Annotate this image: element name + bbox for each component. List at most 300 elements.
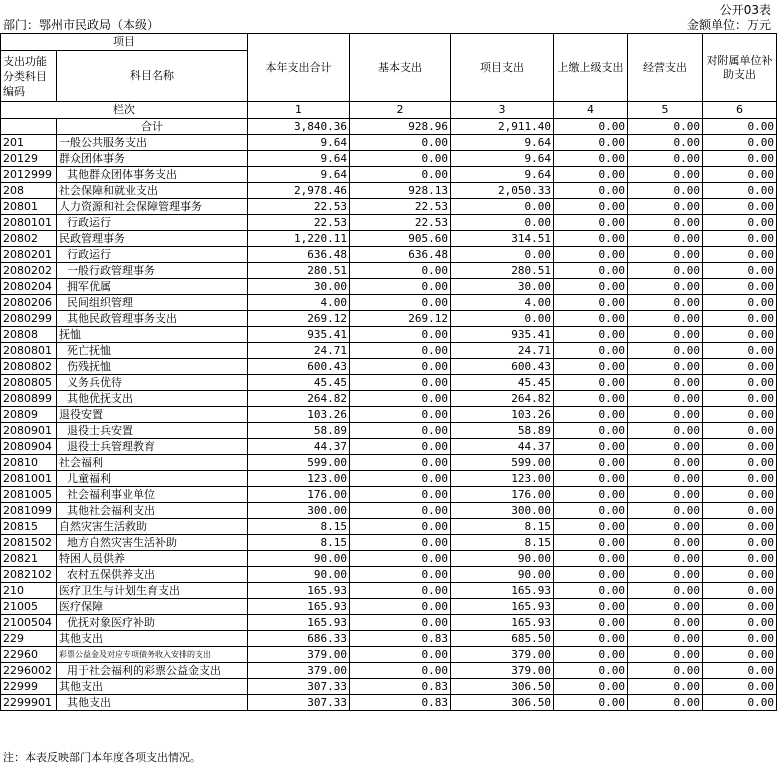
row-business: 0.00 <box>628 663 703 679</box>
table-row <box>1 183 777 199</box>
table-row <box>1 311 777 327</box>
row-code: 2080901 <box>1 423 57 439</box>
row-project: 2,050.33 <box>451 183 554 199</box>
row-upper: 0.00 <box>554 439 628 455</box>
row-project: 30.00 <box>451 279 554 295</box>
row-upper: 0.00 <box>554 135 628 151</box>
row-basic: 0.83 <box>350 679 451 695</box>
row-business: 0.00 <box>628 695 703 711</box>
row-code: 2080206 <box>1 295 57 311</box>
row-business: 0.00 <box>628 135 703 151</box>
row-upper: 0.00 <box>554 119 628 135</box>
row-subsidy: 0.00 <box>703 647 777 663</box>
row-project: 165.93 <box>451 583 554 599</box>
row-subsidy: 0.00 <box>703 615 777 631</box>
row-total: 307.33 <box>248 695 350 711</box>
form-id: 公开03表 <box>719 3 771 17</box>
row-business: 0.00 <box>628 471 703 487</box>
row-project: 9.64 <box>451 167 554 183</box>
row-subsidy: 0.00 <box>703 519 777 535</box>
row-code: 2080899 <box>1 391 57 407</box>
row-business: 0.00 <box>628 199 703 215</box>
table-row <box>1 519 777 535</box>
row-code: 20815 <box>1 519 57 535</box>
table-row <box>1 631 777 647</box>
row-project: 24.71 <box>451 343 554 359</box>
row-total: 269.12 <box>248 311 350 327</box>
row-basic: 0.00 <box>350 343 451 359</box>
row-name: 一般公共服务支出 <box>57 135 248 151</box>
row-code: 2080201 <box>1 247 57 263</box>
row-business: 0.00 <box>628 231 703 247</box>
table-row <box>1 439 777 455</box>
row-project: 165.93 <box>451 599 554 615</box>
table-row <box>1 199 777 215</box>
row-name: 医疗卫生与计划生育支出 <box>57 583 248 599</box>
table-row <box>1 487 777 503</box>
row-subsidy: 0.00 <box>703 567 777 583</box>
table-row <box>1 567 777 583</box>
row-name: 合计 <box>57 119 248 135</box>
row-code: 210 <box>1 583 57 599</box>
row-upper: 0.00 <box>554 679 628 695</box>
row-upper: 0.00 <box>554 407 628 423</box>
row-upper: 0.00 <box>554 279 628 295</box>
row-subsidy: 0.00 <box>703 535 777 551</box>
row-basic: 0.00 <box>350 583 451 599</box>
header-total: 本年支出合计 <box>248 34 350 102</box>
row-total: 9.64 <box>248 135 350 151</box>
table-row <box>1 503 777 519</box>
table-row <box>1 167 777 183</box>
row-basic: 269.12 <box>350 311 451 327</box>
table-row <box>1 327 777 343</box>
row-business: 0.00 <box>628 247 703 263</box>
row-name: 退役士兵管理教育 <box>57 439 248 455</box>
row-project: 306.50 <box>451 695 554 711</box>
row-project: 176.00 <box>451 487 554 503</box>
row-name: 其他民政管理事务支出 <box>57 311 248 327</box>
row-project: 123.00 <box>451 471 554 487</box>
row-total: 8.15 <box>248 519 350 535</box>
header-upper: 上缴上级支出 <box>554 34 628 102</box>
row-business: 0.00 <box>628 647 703 663</box>
row-upper: 0.00 <box>554 519 628 535</box>
row-name: 拥军优属 <box>57 279 248 295</box>
row-project: 45.45 <box>451 375 554 391</box>
row-upper: 0.00 <box>554 583 628 599</box>
row-code: 20129 <box>1 151 57 167</box>
row-basic: 0.00 <box>350 279 451 295</box>
row-subsidy: 0.00 <box>703 359 777 375</box>
row-name: 人力资源和社会保障管理事务 <box>57 199 248 215</box>
row-code: 2080299 <box>1 311 57 327</box>
row-upper: 0.00 <box>554 487 628 503</box>
row-subsidy: 0.00 <box>703 295 777 311</box>
row-basic: 0.00 <box>350 615 451 631</box>
table-row <box>1 647 777 663</box>
row-business: 0.00 <box>628 423 703 439</box>
row-code: 21005 <box>1 599 57 615</box>
row-code: 22999 <box>1 679 57 695</box>
table-row <box>1 535 777 551</box>
row-business: 0.00 <box>628 151 703 167</box>
table-note: 注：本表反映部门本年度各项支出情况。 <box>3 751 201 764</box>
row-subsidy: 0.00 <box>703 455 777 471</box>
row-project: 306.50 <box>451 679 554 695</box>
row-code: 20802 <box>1 231 57 247</box>
table-row <box>1 279 777 295</box>
table-row <box>1 615 777 631</box>
table-row <box>1 583 777 599</box>
row-code: 2081502 <box>1 535 57 551</box>
row-business: 0.00 <box>628 503 703 519</box>
row-business: 0.00 <box>628 359 703 375</box>
row-project: 90.00 <box>451 567 554 583</box>
row-code: 20801 <box>1 199 57 215</box>
row-business: 0.00 <box>628 263 703 279</box>
row-basic: 0.00 <box>350 455 451 471</box>
row-code: 2080805 <box>1 375 57 391</box>
row-business: 0.00 <box>628 583 703 599</box>
row-subsidy: 0.00 <box>703 663 777 679</box>
row-code: 20809 <box>1 407 57 423</box>
row-subsidy: 0.00 <box>703 199 777 215</box>
row-total: 379.00 <box>248 663 350 679</box>
row-basic: 0.00 <box>350 151 451 167</box>
column-index: 3 <box>451 102 554 119</box>
row-upper: 0.00 <box>554 295 628 311</box>
row-basic: 0.00 <box>350 599 451 615</box>
row-basic: 0.00 <box>350 135 451 151</box>
row-business: 0.00 <box>628 183 703 199</box>
row-total: 3,840.36 <box>248 119 350 135</box>
row-name: 民政管理事务 <box>57 231 248 247</box>
column-index: 2 <box>350 102 451 119</box>
row-project: 379.00 <box>451 663 554 679</box>
row-name: 自然灾害生活救助 <box>57 519 248 535</box>
row-total: 600.43 <box>248 359 350 375</box>
row-upper: 0.00 <box>554 375 628 391</box>
header-basic: 基本支出 <box>350 34 451 102</box>
row-subsidy: 0.00 <box>703 263 777 279</box>
row-subsidy: 0.00 <box>703 215 777 231</box>
row-upper: 0.00 <box>554 327 628 343</box>
row-subsidy: 0.00 <box>703 151 777 167</box>
row-total: 165.93 <box>248 615 350 631</box>
row-upper: 0.00 <box>554 551 628 567</box>
row-upper: 0.00 <box>554 215 628 231</box>
row-business: 0.00 <box>628 455 703 471</box>
row-upper: 0.00 <box>554 167 628 183</box>
row-name: 义务兵优待 <box>57 375 248 391</box>
row-code: 2081099 <box>1 503 57 519</box>
row-code: 2081005 <box>1 487 57 503</box>
row-subsidy: 0.00 <box>703 407 777 423</box>
row-subsidy: 0.00 <box>703 167 777 183</box>
row-upper: 0.00 <box>554 615 628 631</box>
row-total: 90.00 <box>248 551 350 567</box>
row-basic: 0.00 <box>350 567 451 583</box>
row-project: 8.15 <box>451 519 554 535</box>
table-row <box>1 423 777 439</box>
row-upper: 0.00 <box>554 311 628 327</box>
row-subsidy: 0.00 <box>703 439 777 455</box>
expenditure-table <box>0 33 777 711</box>
table-row <box>1 343 777 359</box>
row-upper: 0.00 <box>554 471 628 487</box>
row-code: 2012999 <box>1 167 57 183</box>
row-subsidy: 0.00 <box>703 599 777 615</box>
row-project: 58.89 <box>451 423 554 439</box>
row-code: 20808 <box>1 327 57 343</box>
row-basic: 0.00 <box>350 647 451 663</box>
row-project: 8.15 <box>451 535 554 551</box>
row-business: 0.00 <box>628 679 703 695</box>
row-project: 0.00 <box>451 199 554 215</box>
row-project: 935.41 <box>451 327 554 343</box>
row-upper: 0.00 <box>554 695 628 711</box>
row-business: 0.00 <box>628 407 703 423</box>
department-label: 部门：鄂州市民政局（本级） <box>3 18 160 32</box>
row-basic: 0.00 <box>350 551 451 567</box>
row-total: 307.33 <box>248 679 350 695</box>
row-business: 0.00 <box>628 311 703 327</box>
row-project: 90.00 <box>451 551 554 567</box>
row-name: 群众团体事务 <box>57 151 248 167</box>
row-total: 8.15 <box>248 535 350 551</box>
row-project: 685.50 <box>451 631 554 647</box>
row-business: 0.00 <box>628 167 703 183</box>
row-code: 2100504 <box>1 615 57 631</box>
row-name: 其他群众团体事务支出 <box>57 167 248 183</box>
row-name: 用于社会福利的彩票公益金支出 <box>57 663 248 679</box>
row-basic: 0.00 <box>350 439 451 455</box>
table-row <box>1 151 777 167</box>
row-basic: 636.48 <box>350 247 451 263</box>
row-upper: 0.00 <box>554 247 628 263</box>
row-code <box>1 119 57 135</box>
row-basic: 0.00 <box>350 359 451 375</box>
row-project: 165.93 <box>451 615 554 631</box>
row-project: 0.00 <box>451 311 554 327</box>
row-subsidy: 0.00 <box>703 375 777 391</box>
row-subsidy: 0.00 <box>703 279 777 295</box>
row-name: 行政运行 <box>57 215 248 231</box>
table-row <box>1 695 777 711</box>
row-project: 314.51 <box>451 231 554 247</box>
row-name: 其他支出 <box>57 631 248 647</box>
table-row <box>1 135 777 151</box>
row-name: 其他社会福利支出 <box>57 503 248 519</box>
row-subsidy: 0.00 <box>703 423 777 439</box>
row-total: 636.48 <box>248 247 350 263</box>
row-total: 45.45 <box>248 375 350 391</box>
row-basic: 0.00 <box>350 503 451 519</box>
row-business: 0.00 <box>628 327 703 343</box>
table-row <box>1 247 777 263</box>
row-total: 264.82 <box>248 391 350 407</box>
row-business: 0.00 <box>628 599 703 615</box>
row-total: 103.26 <box>248 407 350 423</box>
row-name: 抚恤 <box>57 327 248 343</box>
row-total: 123.00 <box>248 471 350 487</box>
row-basic: 0.00 <box>350 375 451 391</box>
row-code: 20821 <box>1 551 57 567</box>
row-basic: 0.00 <box>350 167 451 183</box>
column-index: 1 <box>248 102 350 119</box>
row-upper: 0.00 <box>554 535 628 551</box>
table-row <box>1 599 777 615</box>
row-total: 686.33 <box>248 631 350 647</box>
row-total: 280.51 <box>248 263 350 279</box>
row-name: 农村五保供养支出 <box>57 567 248 583</box>
row-business: 0.00 <box>628 567 703 583</box>
row-total: 30.00 <box>248 279 350 295</box>
row-subsidy: 0.00 <box>703 583 777 599</box>
row-subsidy: 0.00 <box>703 551 777 567</box>
row-name: 退役安置 <box>57 407 248 423</box>
table-row <box>1 119 777 135</box>
row-business: 0.00 <box>628 631 703 647</box>
row-project: 9.64 <box>451 135 554 151</box>
row-name: 地方自然灾害生活补助 <box>57 535 248 551</box>
row-basic: 22.53 <box>350 199 451 215</box>
row-total: 599.00 <box>248 455 350 471</box>
row-project: 103.26 <box>451 407 554 423</box>
row-subsidy: 0.00 <box>703 119 777 135</box>
header-subsidy: 对附属单位补助支出 <box>703 34 777 102</box>
row-business: 0.00 <box>628 279 703 295</box>
row-basic: 905.60 <box>350 231 451 247</box>
row-basic: 0.00 <box>350 295 451 311</box>
row-code: 2080904 <box>1 439 57 455</box>
row-project: 600.43 <box>451 359 554 375</box>
row-code: 2081001 <box>1 471 57 487</box>
column-index: 6 <box>703 102 777 119</box>
column-index-label: 栏次 <box>1 102 248 119</box>
row-subsidy: 0.00 <box>703 679 777 695</box>
row-subsidy: 0.00 <box>703 487 777 503</box>
header-code: 支出功能分类科目编码 <box>1 51 57 102</box>
row-code: 22960 <box>1 647 57 663</box>
row-code: 2080802 <box>1 359 57 375</box>
row-basic: 0.00 <box>350 423 451 439</box>
column-index: 4 <box>554 102 628 119</box>
header-business: 经营支出 <box>628 34 703 102</box>
row-code: 2080101 <box>1 215 57 231</box>
row-total: 1,220.11 <box>248 231 350 247</box>
row-business: 0.00 <box>628 535 703 551</box>
row-code: 201 <box>1 135 57 151</box>
row-code: 20810 <box>1 455 57 471</box>
row-basic: 928.13 <box>350 183 451 199</box>
row-upper: 0.00 <box>554 503 628 519</box>
row-code: 208 <box>1 183 57 199</box>
row-total: 165.93 <box>248 599 350 615</box>
row-subsidy: 0.00 <box>703 247 777 263</box>
row-upper: 0.00 <box>554 359 628 375</box>
table-row <box>1 375 777 391</box>
row-basic: 0.00 <box>350 407 451 423</box>
row-code: 2080202 <box>1 263 57 279</box>
table-row <box>1 263 777 279</box>
row-upper: 0.00 <box>554 567 628 583</box>
row-name: 退役士兵安置 <box>57 423 248 439</box>
row-total: 4.00 <box>248 295 350 311</box>
row-business: 0.00 <box>628 551 703 567</box>
row-upper: 0.00 <box>554 455 628 471</box>
table-row <box>1 471 777 487</box>
row-basic: 0.83 <box>350 695 451 711</box>
row-total: 9.64 <box>248 167 350 183</box>
row-upper: 0.00 <box>554 631 628 647</box>
row-total: 300.00 <box>248 503 350 519</box>
table-row <box>1 359 777 375</box>
row-business: 0.00 <box>628 615 703 631</box>
row-upper: 0.00 <box>554 599 628 615</box>
row-subsidy: 0.00 <box>703 135 777 151</box>
row-name: 社会保障和就业支出 <box>57 183 248 199</box>
row-project: 44.37 <box>451 439 554 455</box>
row-code: 2296002 <box>1 663 57 679</box>
row-total: 176.00 <box>248 487 350 503</box>
row-basic: 0.00 <box>350 263 451 279</box>
row-upper: 0.00 <box>554 183 628 199</box>
row-basic: 0.83 <box>350 631 451 647</box>
row-basic: 0.00 <box>350 391 451 407</box>
row-business: 0.00 <box>628 487 703 503</box>
row-total: 24.71 <box>248 343 350 359</box>
column-index: 5 <box>628 102 703 119</box>
row-name: 社会福利事业单位 <box>57 487 248 503</box>
table-row <box>1 551 777 567</box>
row-basic: 0.00 <box>350 471 451 487</box>
row-total: 58.89 <box>248 423 350 439</box>
row-code: 229 <box>1 631 57 647</box>
header-name: 科目名称 <box>57 51 248 102</box>
unit-label: 金额单位：万元 <box>686 18 771 32</box>
row-total: 44.37 <box>248 439 350 455</box>
table-row <box>1 391 777 407</box>
row-upper: 0.00 <box>554 663 628 679</box>
row-name: 其他支出 <box>57 679 248 695</box>
table-row <box>1 679 777 695</box>
row-subsidy: 0.00 <box>703 311 777 327</box>
row-name: 其他优抚支出 <box>57 391 248 407</box>
row-business: 0.00 <box>628 119 703 135</box>
row-name: 彩票公益金及对应专项债务收入安排的支出 <box>57 647 248 663</box>
row-name: 特困人员供养 <box>57 551 248 567</box>
row-name: 其他支出 <box>57 695 248 711</box>
row-total: 165.93 <box>248 583 350 599</box>
row-project: 2,911.40 <box>451 119 554 135</box>
row-name: 医疗保障 <box>57 599 248 615</box>
row-project: 4.00 <box>451 295 554 311</box>
row-upper: 0.00 <box>554 343 628 359</box>
row-total: 90.00 <box>248 567 350 583</box>
row-code: 2082102 <box>1 567 57 583</box>
row-code: 2080204 <box>1 279 57 295</box>
row-business: 0.00 <box>628 343 703 359</box>
row-project: 280.51 <box>451 263 554 279</box>
row-upper: 0.00 <box>554 231 628 247</box>
row-business: 0.00 <box>628 439 703 455</box>
table-row <box>1 295 777 311</box>
row-name: 社会福利 <box>57 455 248 471</box>
table-row <box>1 455 777 471</box>
row-subsidy: 0.00 <box>703 695 777 711</box>
